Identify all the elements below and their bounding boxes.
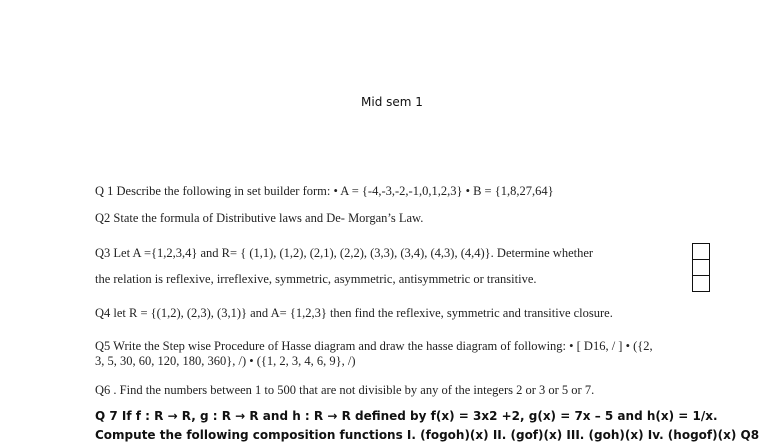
handle-box-bottom[interactable] xyxy=(692,275,710,292)
handle-box-top[interactable] xyxy=(692,243,710,260)
question-3-line-1: Q3 Let A ={1,2,3,4} and R= { (1,1), (1,2), (2,1), (2,2), (3,3), (3,4), (4,3), (4,4)}. Determine whether xyxy=(95,246,594,260)
question-5-line-1: Q5 Write the Step wise Procedure of Hasse diagram and draw the hasse diagram of following: • [ D16, / ] • ({2, xyxy=(95,339,653,353)
question-6: Q6 . Find the numbers between 1 to 500 that are not divisible by any of the integers 2 or 3 or 5 or 7. xyxy=(95,383,595,397)
handle-box-middle[interactable] xyxy=(692,259,710,276)
question-2: Q2 State the formula of Distributive laws and De- Morgan’s Law. xyxy=(95,211,424,225)
question-7-line-2: Compute the following composition functions I. (fogoh)(x) II. (gof)(x) III. (goh)(x) Iv. (hogof)(x) Q8 xyxy=(95,428,760,442)
question-1: Q 1 Describe the following in set builder form: • A = {-4,-3,-2,-1,0,1,2,3} • B = {1,8,27,64} xyxy=(95,184,554,198)
question-7-line-1: Q 7 If f : R → R, g : R → R and h : R → R defined by f(x) = 3x2 +2, g(x) = 7x – 5 and h(x) = 1/x. xyxy=(95,409,718,423)
question-5-line-2: 3, 5, 30, 60, 120, 180, 360}, /) • ({1, 2, 3, 4, 6, 9}, /) xyxy=(95,354,356,368)
question-3-line-2: the relation is reflexive, irreflexive, symmetric, asymmetric, antisymmetric or transitive. xyxy=(95,272,537,286)
selection-handle-boxes[interactable] xyxy=(692,243,710,299)
question-4: Q4 let R = {(1,2), (2,3), (3,1)} and A= {1,2,3} then find the reflexive, symmetric and transitive closure. xyxy=(95,306,613,320)
page-title: Mid sem 1 xyxy=(361,95,423,109)
